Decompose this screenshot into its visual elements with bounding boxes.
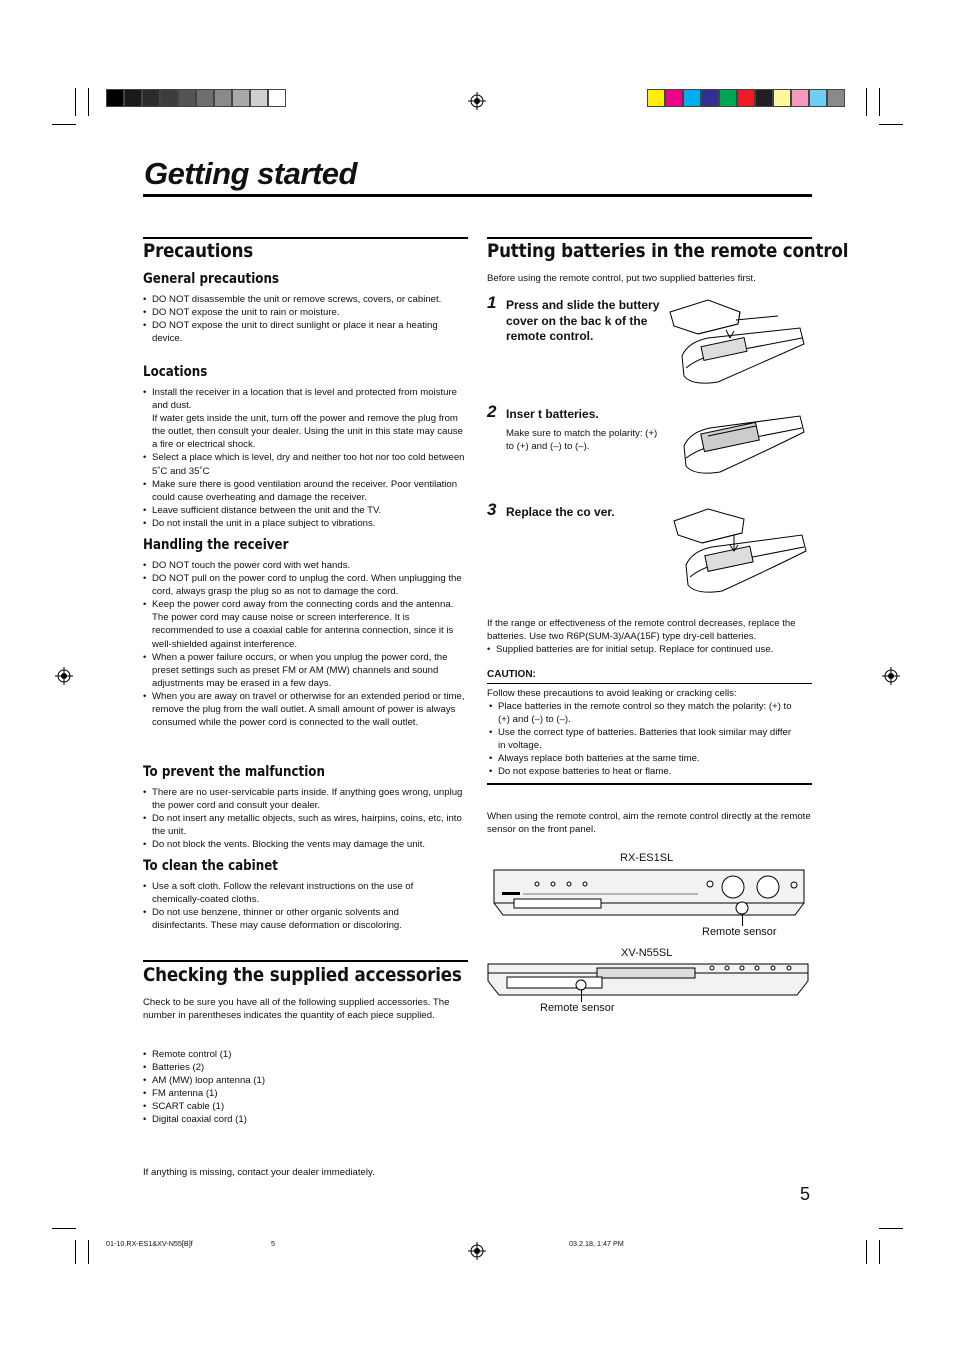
- list-item: • There are no user-servicable parts inside. If anything goes wrong, unplug the power cord and consult your dealer.: [143, 786, 465, 812]
- color-swatch: [647, 89, 665, 107]
- step-note: Make sure to match the polarity: (+) to (+) and (–) to (–).: [506, 428, 658, 453]
- batteries-intro: Before using the remote control, put two supplied batteries first.: [487, 273, 756, 284]
- step-number: 1: [487, 293, 497, 312]
- list-item: • FM antenna (1): [143, 1087, 443, 1100]
- color-swatch: [809, 89, 827, 107]
- registration-mark-icon: [55, 667, 73, 685]
- section-rule: [487, 237, 812, 239]
- xv-n55sl-front-panel: [487, 963, 810, 999]
- color-swatch: [827, 89, 845, 107]
- registration-mark-icon: [882, 667, 900, 685]
- list-item: • Do not insert any metallic objects, such as wires, hairpins, coins, etc, into the unit.: [143, 812, 465, 838]
- locations-heading: Locations: [143, 364, 208, 380]
- gray-swatch: [124, 89, 142, 107]
- device2-sensor-label: Remote sensor: [540, 1002, 615, 1014]
- gray-swatch: [178, 89, 196, 107]
- cabinet-list: [143, 880, 443, 932]
- gray-color-bar: [106, 89, 286, 107]
- list-item: • DO NOT pull on the power cord to unplug the cord. When unplugging the cord, always grasp the plug so as not to damage the cord.: [143, 572, 469, 598]
- caution-rule: [487, 683, 812, 684]
- cabinet-heading: To clean the cabinet: [143, 858, 278, 874]
- malfunction-heading: To prevent the malfunction: [143, 764, 325, 780]
- list-item: • Do not use benzene, thinner or other organic solvents and disinfectants. These may cause deformation or discoloring.: [143, 906, 443, 932]
- title-rule: [143, 194, 812, 197]
- list-item: • DO NOT disassemble the unit or remove screws, covers, or cabinet.: [143, 293, 463, 306]
- page-number: 5: [800, 1184, 811, 1204]
- remote-cover-replace-illustration: [670, 505, 808, 597]
- general-precautions-heading: General precautions: [143, 271, 280, 287]
- step-number: 2: [487, 402, 497, 421]
- footer-timestamp: 03.2.18, 1:47 PM: [569, 1239, 624, 1248]
- list-item: • SCART cable (1): [143, 1100, 443, 1113]
- gray-swatch: [232, 89, 250, 107]
- step-text: Replace the co ver.: [506, 505, 615, 519]
- list-item: • Remote control (1): [143, 1048, 443, 1061]
- color-swatch: [773, 89, 791, 107]
- rx-es1sl-front-panel: [493, 869, 806, 919]
- accessories-list: [143, 1048, 443, 1127]
- caution-end-rule: [487, 783, 812, 785]
- caution-label: CAUTION:: [487, 669, 536, 680]
- accessories-title: Checking the supplied accessories: [143, 964, 462, 986]
- list-item: • Make sure there is good ventilation around the receiver. Poor ventilation could cause overheating and damage the receiver.: [143, 478, 468, 504]
- device1-model: RX-ES1SL: [620, 852, 674, 864]
- list-item: • AM (MW) loop antenna (1): [143, 1074, 443, 1087]
- color-swatch: [755, 89, 773, 107]
- list-item: • Always replace both batteries at the same time.: [489, 752, 799, 765]
- remote-battery-insert-illustration: [680, 410, 806, 476]
- general-precautions-list: [143, 293, 463, 345]
- list-item: • When you are away on travel or otherwise for an extended period or time, remove the plug from the wall outlet. A small amount of power is always consumed while the power cord is connected to the wall outlet.: [143, 690, 469, 729]
- gray-swatch: [250, 89, 268, 107]
- list-item: • Leave sufficient distance between the unit and the TV.: [143, 504, 468, 517]
- page-title: Getting started: [144, 156, 357, 191]
- gray-swatch: [142, 89, 160, 107]
- gray-swatch: [268, 89, 286, 107]
- section-rule: [143, 237, 468, 239]
- range-note: If the range or effectiveness of the remote control decreases, replace the batteries. Use two R6P(SUM-3)/AA(15F) type dry-cell batteries.: [487, 618, 796, 643]
- gray-swatch: [196, 89, 214, 107]
- list-item: • Select a place which is level, dry and neither too hot nor too cold between 5˚C and 35˚C: [143, 451, 468, 477]
- list-item: • Place batteries in the remote control so they match the polarity: (+) to (+) and (–) to (–).: [489, 700, 799, 726]
- step-text: Press and slide the buttery cover on the bac k of the remote control.: [506, 298, 660, 343]
- handling-heading: Handling the receiver: [143, 537, 289, 553]
- section-rule: [143, 960, 468, 962]
- accessories-intro: Check to be sure you have all of the following supplied accessories. The number in parentheses indicates the quantity of each piece supplied.: [143, 997, 450, 1022]
- sensor-leader-line: [742, 914, 743, 926]
- list-item: • Digital coaxial cord (1): [143, 1113, 443, 1126]
- device1-sensor-label: Remote sensor: [702, 926, 777, 938]
- list-item: • DO NOT expose the unit to rain or moisture.: [143, 306, 463, 319]
- handling-list: [143, 559, 469, 729]
- color-swatch: [737, 89, 755, 107]
- caution-intro: Follow these precautions to avoid leaking or cracking cells:: [487, 688, 737, 699]
- aim-note: When using the remote control, aim the remote control directly at the remote sensor on the front panel.: [487, 811, 811, 836]
- locations-list: [143, 386, 468, 530]
- supplied-note: • Supplied batteries are for initial setup. Replace for continued use.: [487, 643, 812, 656]
- list-item: • Use a soft cloth. Follow the relevant instructions on the use of chemically-coated cloths.: [143, 880, 443, 906]
- accessories-missing-note: If anything is missing, contact your dealer immediately.: [143, 1167, 375, 1178]
- step-number: 3: [487, 500, 497, 519]
- color-swatch: [719, 89, 737, 107]
- sensor-leader-line: [581, 989, 582, 1002]
- color-swatch: [791, 89, 809, 107]
- color-bar: [647, 89, 845, 107]
- list-item: • Install the receiver in a location that is level and protected from moisture and dust. If water gets inside the unit, turn off the power and remove the plug from the outlet, then consult your dealer. Using the unit in this state may cause a fire or electrical shock.: [143, 386, 468, 451]
- registration-mark-icon: [468, 1242, 486, 1260]
- list-item: • Do not expose batteries to heat or flame.: [489, 765, 799, 778]
- malfunction-list: [143, 786, 465, 851]
- supplied-note-list: [487, 643, 812, 656]
- footer-filename: 01-10.RX-ES1&XV-N55[B]f: [106, 1239, 193, 1248]
- footer-page: 5: [271, 1239, 275, 1248]
- color-swatch: [665, 89, 683, 107]
- precautions-title: Precautions: [143, 240, 254, 262]
- list-item: • Do not install the unit in a place subject to vibrations.: [143, 517, 468, 530]
- batteries-title: Putting batteries in the remote control: [487, 240, 849, 262]
- list-item: • DO NOT touch the power cord with wet hands.: [143, 559, 469, 572]
- gray-swatch: [160, 89, 178, 107]
- registration-mark-icon: [468, 92, 486, 110]
- caution-list: [487, 700, 799, 779]
- list-item: • Keep the power cord away from the connecting cords and the antenna. The power cord may cause noise or screen interference. It is recommended to use a coaxial cable for antenna connection, since it is well-shielded against interference.: [143, 598, 469, 650]
- step-text: Inser t batteries.: [506, 407, 599, 421]
- list-item: • Do not block the vents. Blocking the vents may damage the unit.: [143, 838, 465, 851]
- list-item: • Batteries (2): [143, 1061, 443, 1074]
- device2-model: XV-N55SL: [621, 947, 673, 959]
- list-item: • When a power failure occurs, or when you unplug the power cord, the preset settings such as preset FM or AM (MW) channels and sound adjustments may be erased in a few days.: [143, 651, 469, 690]
- list-item: • Use the correct type of batteries. Batteries that look similar may differ in voltage.: [489, 726, 799, 752]
- color-swatch: [701, 89, 719, 107]
- color-swatch: [683, 89, 701, 107]
- remote-cover-removal-illustration: [668, 298, 808, 386]
- gray-swatch: [106, 89, 124, 107]
- gray-swatch: [214, 89, 232, 107]
- list-item: • DO NOT expose the unit to direct sunlight or place it near a heating device.: [143, 319, 463, 345]
